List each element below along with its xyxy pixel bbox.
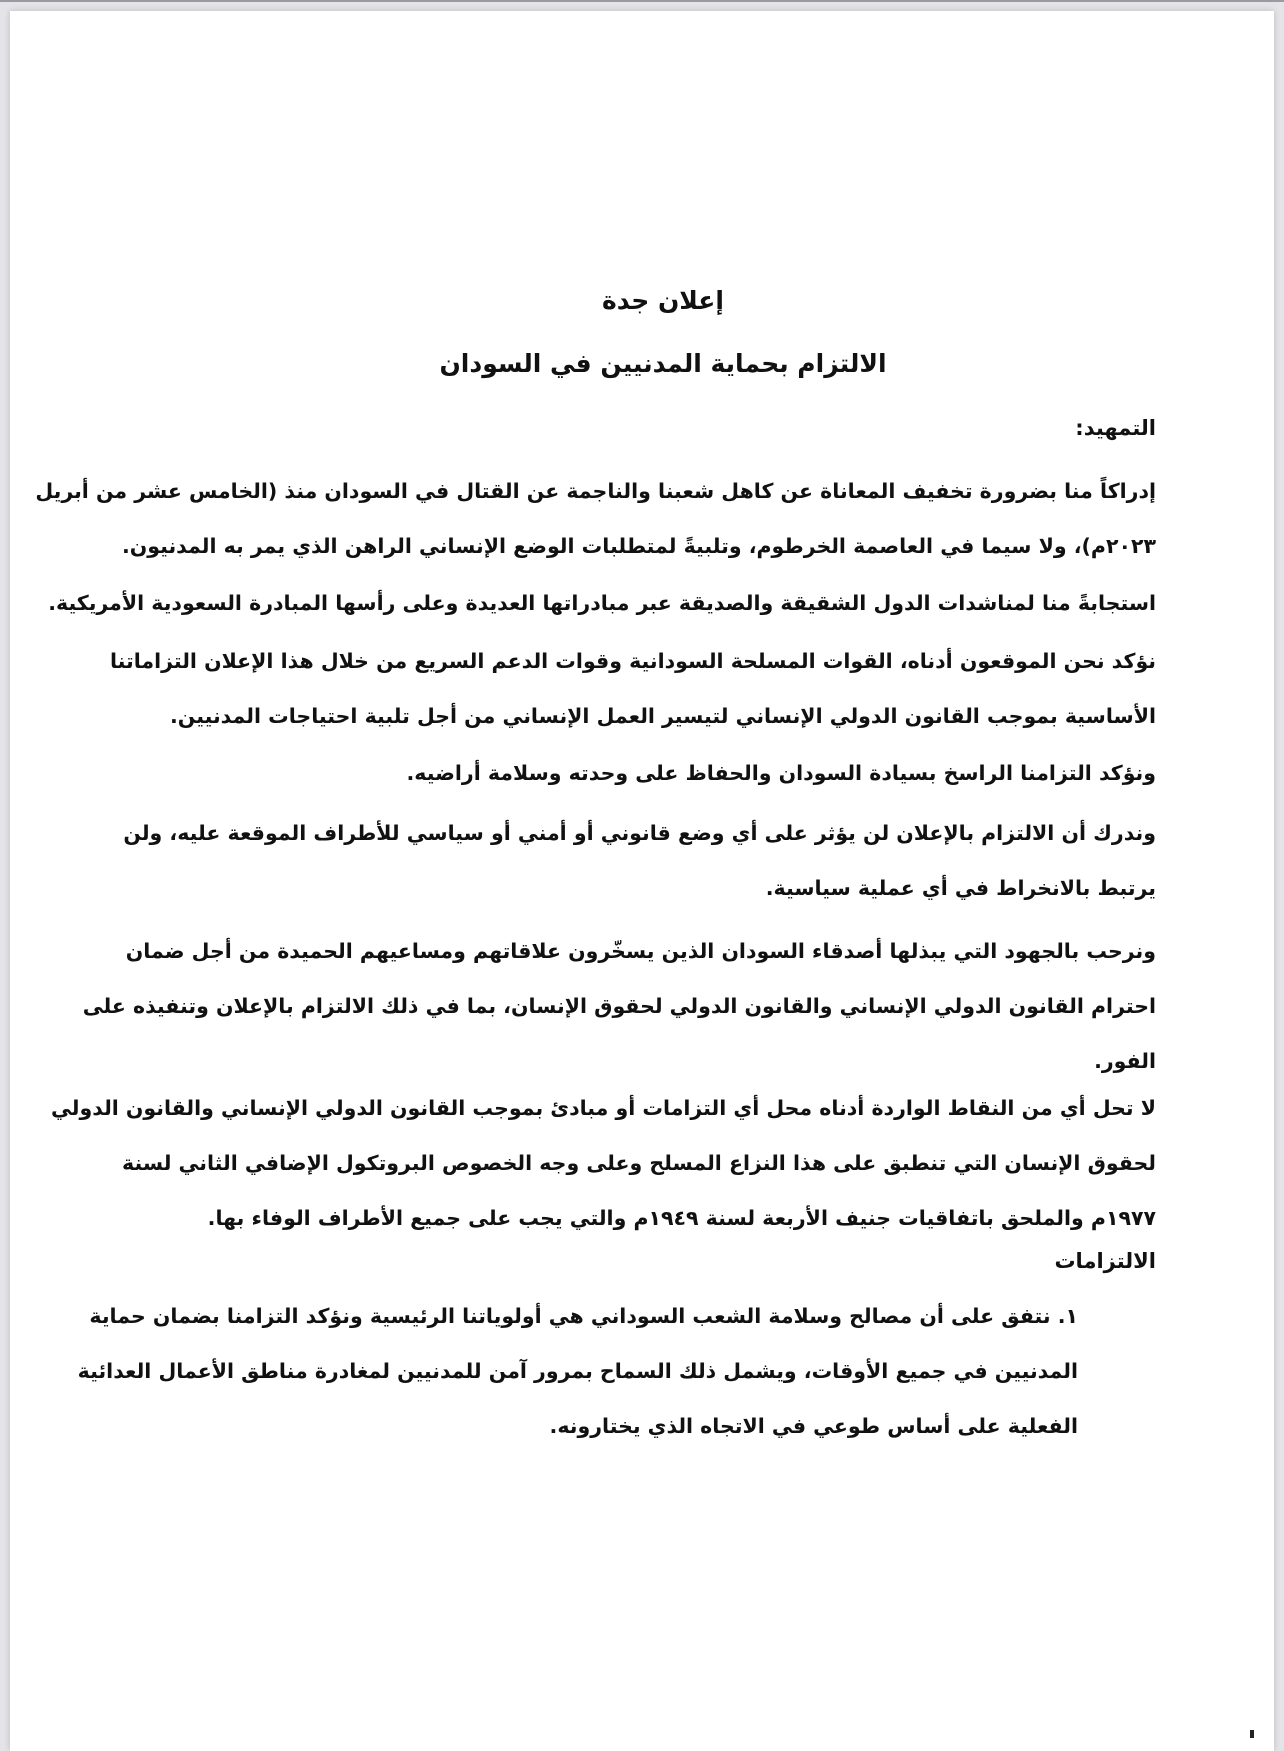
window-top-border: [0, 0, 1284, 2]
paragraph-3-line-2: الأساسية بموجب القانون الدولي الإنساني لتيسير العمل الإنساني من أجل تلبية احتياجات المدنيين.: [170, 704, 1156, 728]
paragraph-6-line-2: احترام القانون الدولي الإنساني والقانون الدولي لحقوق الإنسان، بما في ذلك الالتزام بالإعلان وتنفيذه على: [82, 994, 1156, 1018]
paragraph-6-line-3: الفور.: [1094, 1049, 1156, 1073]
paragraph-5-line-2: يرتبط بالانخراط في أي عملية سياسية.: [765, 876, 1156, 900]
document-title: إعلان جدة: [602, 286, 724, 315]
paragraph-7-line-2: لحقوق الإنسان التي تنطبق على هذا النزاع المسلح وعلى وجه الخصوص البروتكول الإضافي الثاني لسنة: [122, 1151, 1156, 1175]
commitments-heading: الالتزامات: [1054, 1249, 1156, 1273]
paragraph-6-line-1: ونرحب بالجهود التي يبذلها أصدقاء السودان الذين يسخّرون علاقاتهم ومساعيهم الحميدة من أجل ضمان: [125, 939, 1156, 963]
document-page: [10, 11, 1274, 1751]
commitment-1-line-2: المدنيين في جميع الأوقات، ويشمل ذلك السماح بمرور آمن للمدنيين لمغادرة مناطق الأعمال العدائية: [77, 1359, 1078, 1383]
document-subtitle: الالتزام بحماية المدنيين في السودان: [439, 349, 887, 378]
paragraph-7-line-1: لا تحل أي من النقاط الواردة أدناه محل أي التزامات أو مبادئ بموجب القانون الدولي الإنساني والقانون الدولي: [51, 1096, 1156, 1120]
paragraph-1-line-2: ٢٠٢٣م)، ولا سيما في العاصمة الخرطوم، وتلبيةً لمتطلبات الوضع الإنساني الراهن الذي يمر به المدنيون.: [121, 534, 1156, 558]
paragraph-3-line-1: نؤكد نحن الموقعون أدناه، القوات المسلحة السودانية وقوات الدعم السريع من خلال هذا الإعلان التزاماتنا: [109, 649, 1156, 673]
paragraph-2-line-1: استجابةً منا لمناشدات الدول الشقيقة والصديقة عبر مبادراتها العديدة وعلى رأسها المبادرة السعودية الأمريكية.: [48, 591, 1156, 615]
paragraph-1-line-1: إدراكاً منا بضرورة تخفيف المعاناة عن كاهل شعبنا والناجمة عن القتال في السودان منذ (الخامس عشر من أبريل: [35, 479, 1156, 503]
preamble-heading: التمهيد:: [1075, 416, 1156, 440]
page-corner-mark: [1250, 1730, 1254, 1738]
paragraph-7-line-3: ١٩٧٧م والملحق باتفاقيات جنيف الأربعة لسنة ١٩٤٩م والتي يجب على جميع الأطراف الوفاء بها.: [207, 1206, 1156, 1230]
commitment-1-line-3: الفعلية على أساس طوعي في الاتجاه الذي يختارونه.: [549, 1414, 1078, 1438]
paragraph-5-line-1: وندرك أن الالتزام بالإعلان لن يؤثر على أي وضع قانوني أو أمني أو سياسي للأطراف الموقعة عليه، ولن: [123, 821, 1156, 845]
paragraph-4-line-1: ونؤكد التزامنا الراسخ بسيادة السودان والحفاظ على وحدته وسلامة أراضيه.: [406, 761, 1156, 785]
commitment-1-line-1: ١. نتفق على أن مصالح وسلامة الشعب السوداني هي أولوياتنا الرئيسية ونؤكد التزامنا بضمان حماية: [89, 1304, 1078, 1328]
